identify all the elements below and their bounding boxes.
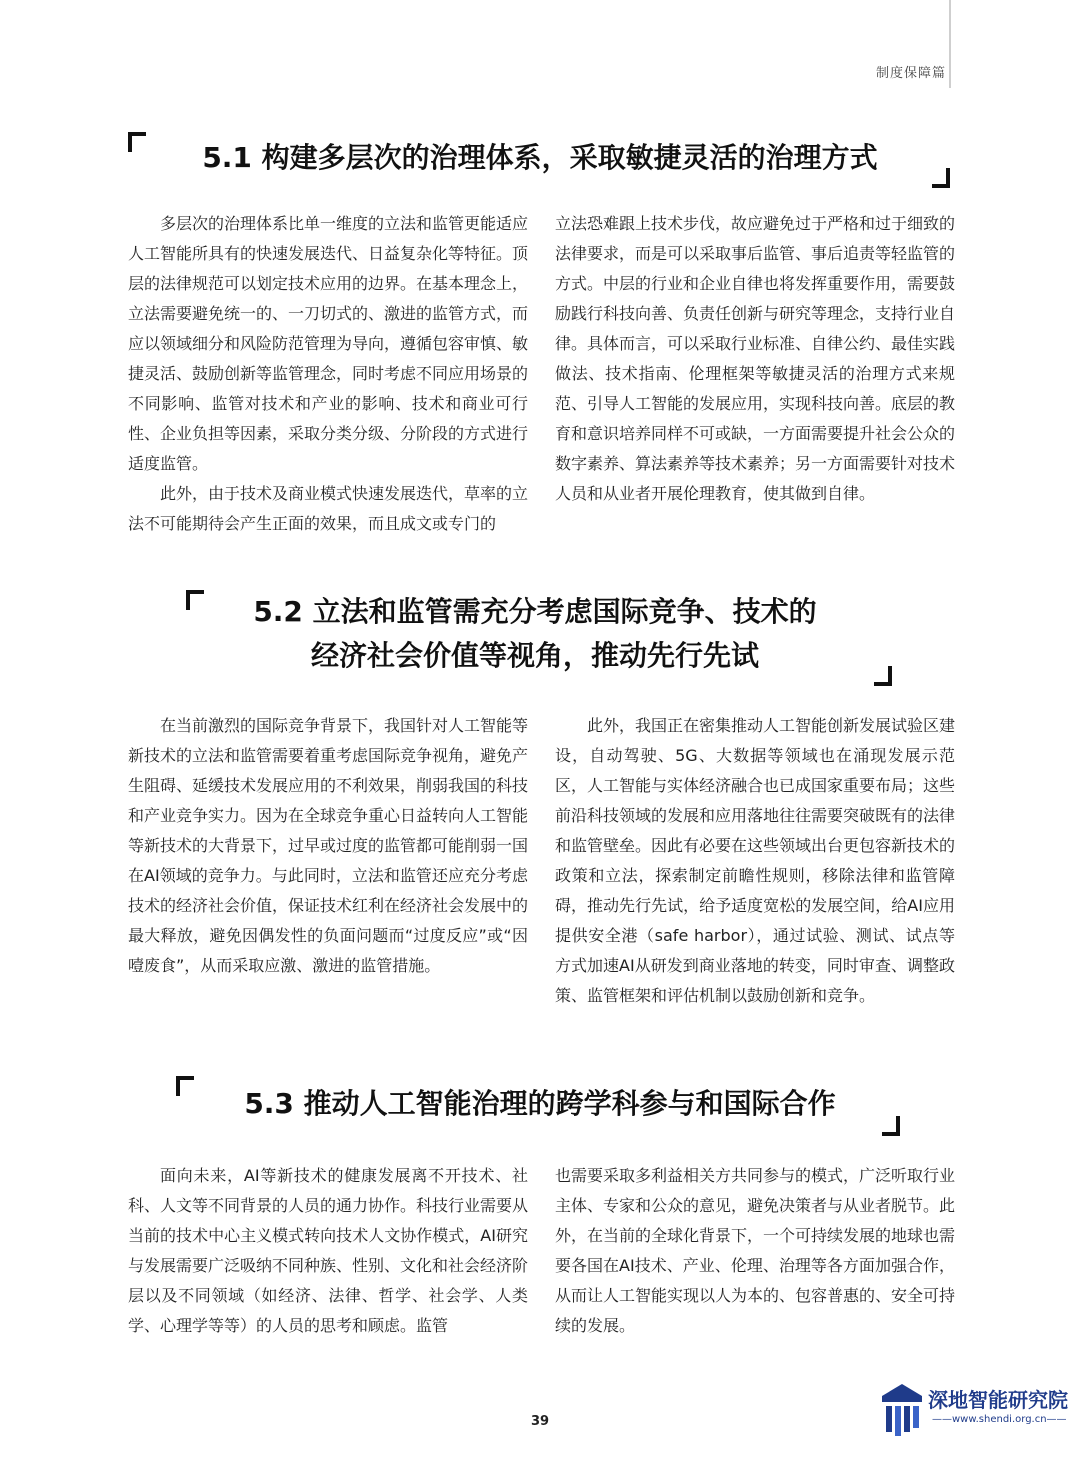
section-5-2-title-line-2: 经济社会价值等视角，推动先行先试 — [310, 639, 759, 672]
section-5-2-title — [190, 590, 880, 678]
section-5-3-title: 5.3 推动人工智能治理的跨学科参与和国际合作 — [244, 1087, 836, 1120]
title-bracket-open — [128, 132, 146, 152]
header-divider — [949, 0, 951, 88]
watermark-logo — [880, 1378, 1070, 1448]
section-5-3-right-column — [555, 1161, 955, 1341]
section-5-2-title-line-1: 5.2 立法和监管需充分考虑国际竞争、技术的 — [253, 595, 817, 628]
paragraph: 此外，由于技术及商业模式快速发展迭代，草率的立法不可能期待会产生正面的效果，而且成文或专门的 — [128, 484, 529, 533]
paragraph: 此外，我国正在密集推动人工智能创新发展试验区建设，自动驾驶、5G、大数据等领域也在涌现发展示范区，人工智能与实体经济融合也已成国家重要布局；这些前沿科技领域的发展和应用落地往往需要突破既有的法律和监管壁垒。因此有必要在这些领域出台更包容新技术的政策和立法，探索制定前瞻性规则，移除法律和监管障碍，推动先行先试，给予适度宽松的发展空间，给AI应用提供安全港（safe harbor），通过试验、测试、试点等方式加速AI从研发到商业落地的转变，同时审查、调整政策、监管框架和评估机制以鼓励创新和竞争。 — [555, 716, 956, 1005]
institute-logo-icon — [880, 1382, 924, 1438]
section-5-3-left-column — [128, 1161, 528, 1341]
paragraph: 也需要采取多利益相关方共同参与的模式，广泛听取行业主体、专家和公众的意见，避免决策者与从业者脱节。此外，在当前的全球化背景下，一个可持续发展的地球也需要各国在AI技术、产业、伦理、治理等各方面加强合作，从而让人工智能实现以人为本的、包容普惠的、安全可持续的发展。 — [555, 1166, 956, 1335]
paragraph: 立法恐难跟上技术步伐，故应避免过于严格和过于细致的法律要求，而是可以采取事后监管、事后追责等轻监管的方式。中层的行业和企业自律也将发挥重要作用，需要鼓励践行科技向善、负责任创新与研究等理念，支持行业自律。具体而言，可以采取行业标准、自律公约、最佳实践做法、技术指南、伦理框架等敏捷灵活的治理方式来规范、引导人工智能的发展应用，实现科技向善。底层的教育和意识培养同样不可或缺，一方面需要提升社会公众的数字素养、算法素养等技术素养；另一方面需要针对技术人员和从业者开展伦理教育，使其做到自律。 — [555, 214, 956, 503]
chapter-label: 制度保障篇 — [875, 66, 946, 81]
title-bracket-close — [882, 1116, 900, 1136]
title-bracket-close — [932, 168, 950, 188]
section-5-1-right-column — [555, 209, 955, 509]
page-number: 39 — [530, 1414, 550, 1429]
section-5-2-left-column — [128, 711, 528, 981]
section-5-1-left-column — [128, 209, 528, 539]
title-bracket-close — [874, 666, 892, 686]
paragraph: 多层次的治理体系比单一维度的立法和监管更能适应人工智能所具有的快速发展迭代、日益复杂化等特征。顶层的法律规范可以划定技术应用的边界。在基本理念上，立法需要避免统一的、一刀切式的、激进的监管方式，而应以领域细分和风险防范管理为导向，遵循包容审慎、敏捷灵活、鼓励创新等监管理念，同时考虑不同应用场景的不同影响、监管对技术和产业的影响、技术和商业可行性、企业负担等因素，采取分类分级、分阶段的方式进行适度监管。 — [128, 214, 529, 473]
section-5-1-title: 5.1 构建多层次的治理体系，采取敏捷灵活的治理方式 — [202, 141, 878, 174]
section-5-2-right-column — [555, 711, 955, 1011]
paragraph: 面向未来，AI等新技术的健康发展离不开技术、社科、人文等不同背景的人员的通力协作。科技行业需要从当前的技术中心主义模式转向技术人文协作模式，AI研究与发展需要广泛吸纳不同种族、性别、文化和社会经济阶层以及不同领域（如经济、法律、哲学、社会学、人类学、心理学等等）的人员的思考和顾虑。监管 — [128, 1166, 529, 1335]
watermark-title: 深地智能研究院 — [928, 1388, 1068, 1412]
paragraph: 在当前激烈的国际竞争背景下，我国针对人工智能等新技术的立法和监管需要着重考虑国际竞争视角，避免产生阻碍、延缓技术发展应用的不利效果，削弱我国的科技和产业竞争实力。因为在全球竞争重心日益转向人工智能等新技术的大背景下，过早或过度的监管都可能削弱一国在AI领域的竞争力。与此同时，立法和监管还应充分考虑技术的经济社会价值，保证技术红利在经济社会发展中的最大释放，避免因偶发性的负面问题而“过度反应”或“因噎废食”，从而采取应激、激进的监管措施。 — [128, 716, 529, 975]
watermark-url: ——www.shendi.org.cn—— — [932, 1414, 1067, 1425]
